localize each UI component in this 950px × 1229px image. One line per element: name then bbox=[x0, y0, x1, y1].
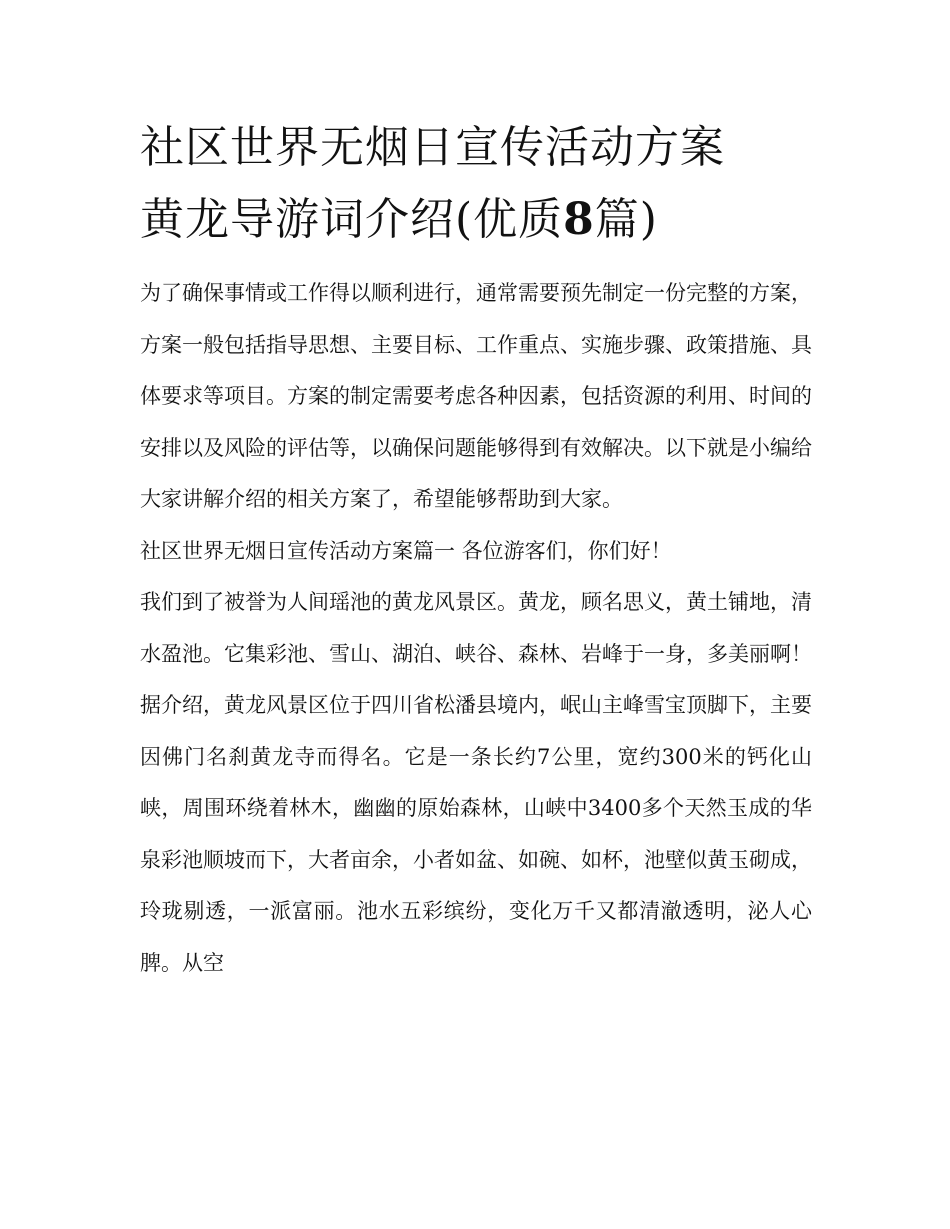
title-line-2-prefix: 黄龙导游词介绍(优质 bbox=[140, 194, 564, 245]
document-title bbox=[140, 112, 812, 256]
paragraph-description: 据介绍，黄龙风景区位于四川省松潘县境内，岷山主峰雪宝顶脚下，主要因佛门名刹黄龙寺而得名。它是一条长约7公里，宽约300米的钙化山峡，周围环绕着林木，幽幽的原始森林，山峡中3400多个天然玉成的华泉彩池顺坡而下，大者亩余，小者如盆、如碗、如杯，池壁似黄玉砌成，玲珑剔透，一派富丽。池水五彩缤纷，变化万千又都清澈透明，泌人心脾。从空 bbox=[140, 693, 812, 975]
paragraph-intro: 为了确保事情或工作得以顺利进行，通常需要预先制定一份完整的方案，方案一般包括指导思想、主要目标、工作重点、实施步骤、政策措施、具体要求等项目。方案的制定需要考虑各种因素，包括资源的利用、时间的安排以及风险的评估等，以确保问题能够得到有效解决。以下就是小编给大家讲解介绍的相关方案了，希望能够帮助到大家。 bbox=[140, 281, 812, 511]
title-line-2-number: 8 bbox=[563, 194, 595, 245]
title-line-2-suffix: 篇) bbox=[594, 194, 658, 245]
paragraph-overview: 我们到了被誉为人间瑶池的黄龙风景区。黄龙，顾名思义，黄土铺地，清水盈池。它集彩池、雪山、湖泊、峡谷、森林、岩峰于一身，多美丽啊！ bbox=[140, 590, 812, 666]
paragraph-greeting: 社区世界无烟日宣传活动方案篇一 各位游客们，你们好！ bbox=[140, 538, 672, 563]
title-line-1: 社区世界无烟日宣传活动方案 bbox=[140, 122, 725, 173]
document-page bbox=[140, 112, 812, 989]
